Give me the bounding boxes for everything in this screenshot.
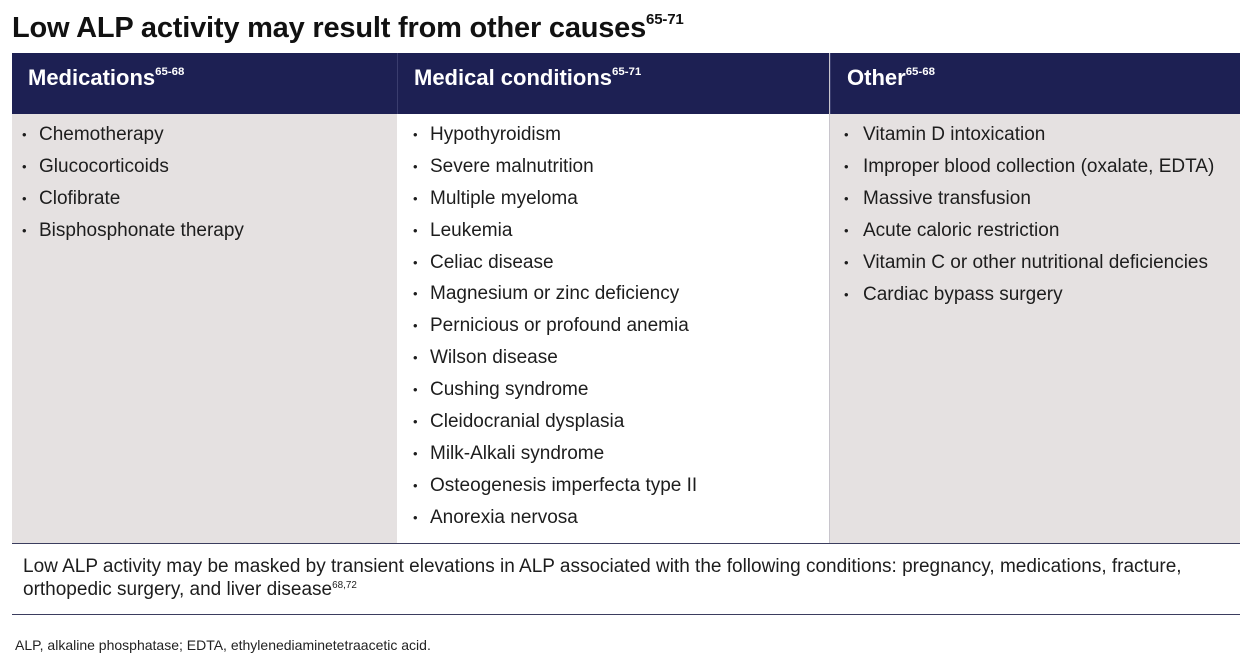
header-reference: 65-68	[905, 66, 935, 79]
header-reference: 65-71	[612, 66, 642, 79]
column-header-medications	[12, 53, 397, 114]
divider	[12, 614, 1240, 615]
note-text: Low ALP activity may be masked by transient elevations in ALP associated with the following conditions: pregnancy, medications, fracture, orthopedic surgery, and liver disease	[23, 556, 1182, 600]
abbreviations-footnote: ALP, alkaline phosphatase; EDTA, ethylenediaminetetraacetic acid.	[15, 637, 431, 653]
list-item: • Hypothyroidism	[413, 123, 819, 146]
list-item: • Multiple myeloma	[413, 187, 819, 210]
title-text: Low ALP activity may result from other causes	[12, 12, 647, 44]
note-reference: 68,72	[332, 580, 357, 592]
causes-table	[12, 53, 1240, 543]
list-item: • Anorexia nervosa	[413, 506, 819, 529]
title-reference: 65-71	[646, 11, 684, 29]
header-label: Medical conditions	[414, 65, 613, 90]
list-item: • Osteogenesis imperfecta type II	[413, 474, 819, 497]
list-item: • Cushing syndrome	[413, 378, 819, 401]
list-item: • Cleidocranial dysplasia	[413, 410, 819, 433]
header-reference: 65-68	[155, 66, 185, 79]
masking-note	[23, 555, 1223, 604]
list-item: • Magnesium or zinc deficiency	[413, 282, 819, 305]
list-item: • Massive transfusion	[844, 187, 1230, 210]
column-header-other	[830, 53, 1240, 114]
list-item: • Pernicious or profound anemia	[413, 314, 819, 337]
column-medications	[12, 53, 397, 543]
list-item: • Celiac disease	[413, 251, 819, 274]
other-list	[830, 114, 1240, 315]
column-other	[830, 53, 1240, 543]
list-item: • Chemotherapy	[22, 123, 387, 146]
column-medical-conditions	[397, 53, 830, 543]
list-item: • Improper blood collection (oxalate, EDTA)	[844, 155, 1230, 178]
list-item: • Glucocorticoids	[22, 155, 387, 178]
list-item: • Acute caloric restriction	[844, 219, 1230, 242]
divider	[12, 543, 1240, 544]
list-item: • Severe malnutrition	[413, 155, 819, 178]
header-label: Other	[847, 65, 906, 90]
page-title	[12, 12, 684, 45]
list-item: • Clofibrate	[22, 187, 387, 210]
list-item: • Leukemia	[413, 219, 819, 242]
list-item: • Vitamin D intoxication	[844, 123, 1230, 146]
list-item: • Vitamin C or other nutritional deficiencies	[844, 251, 1230, 274]
list-item: • Bisphosphonate therapy	[22, 219, 387, 242]
list-item: • Milk-Alkali syndrome	[413, 442, 819, 465]
header-label: Medications	[28, 65, 156, 90]
medical-conditions-list	[397, 114, 829, 538]
medications-list	[12, 114, 397, 251]
list-item: • Cardiac bypass surgery	[844, 283, 1230, 306]
column-header-medical-conditions	[397, 53, 829, 114]
list-item: • Wilson disease	[413, 346, 819, 369]
